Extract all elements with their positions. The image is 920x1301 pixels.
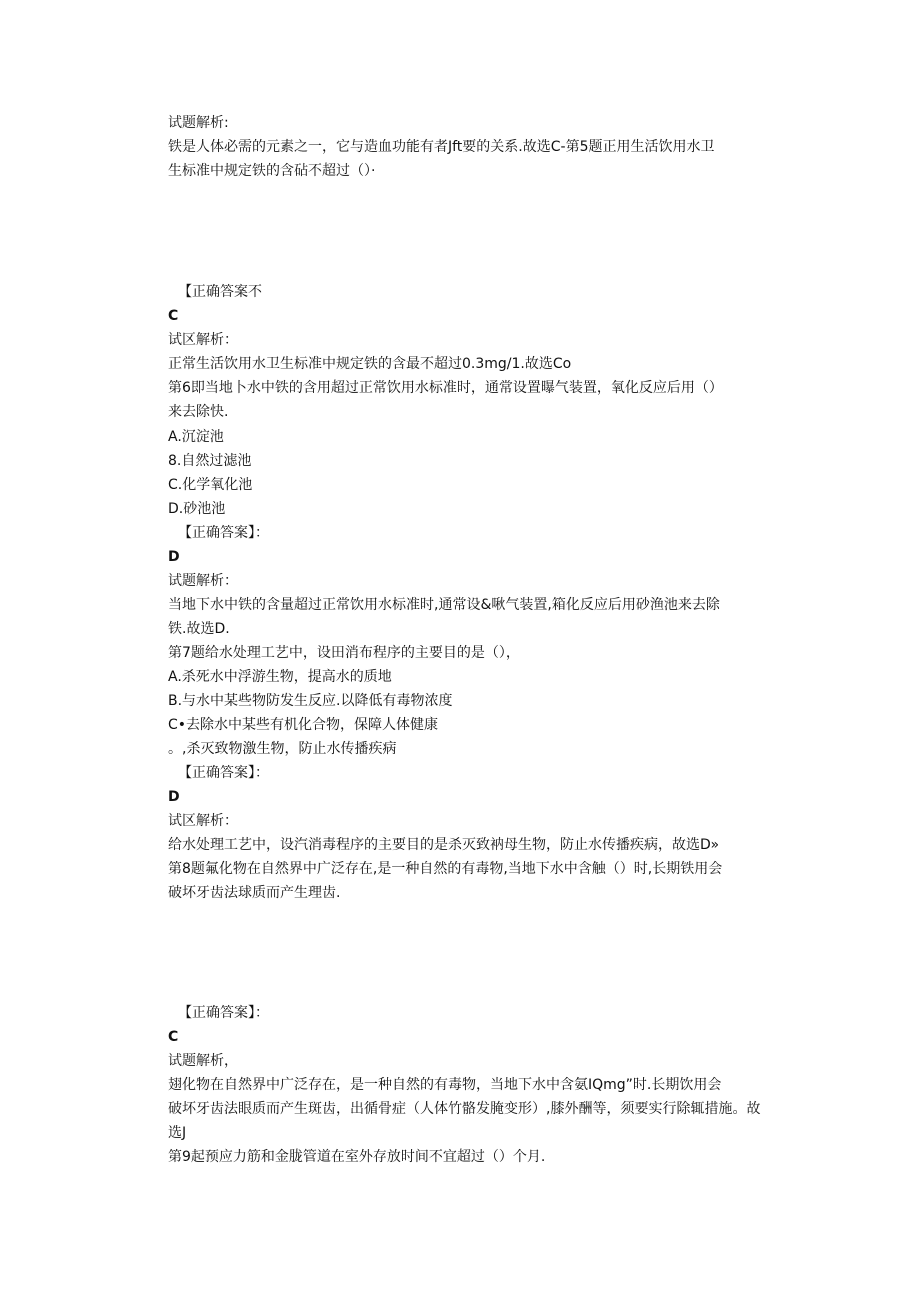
text-line: 试题解析： — [168, 573, 238, 589]
text-line: 试题解析， — [168, 1053, 238, 1069]
answer-label: 【正确答案】： — [178, 1005, 269, 1021]
text-line: 选J — [168, 1125, 187, 1141]
text-line: 给水处理工艺中，设汽消毒程序的主要目的是杀灭致衲母生物，防止水传播疾病，故选D» — [168, 837, 720, 853]
answer-value: D — [168, 789, 180, 805]
text-line: 翅化物在自然界中广泛存在，是一种自然的有毒物，当地下水中含氨IQmg”时.长期饮用会 — [168, 1077, 722, 1093]
option-line: C.化学氧化池 — [168, 477, 253, 493]
text-line: 铁是人体必需的元素之一，它与造血功能有者Jft要的关系.故选C-第5题正用生活饮用水卫 — [168, 139, 715, 155]
text-line: 试题解析: — [168, 115, 229, 131]
option-line: 。,杀灭致物激生物，防止水传播疾病 — [168, 741, 397, 757]
text-line: 试区解析： — [168, 332, 238, 348]
answer-value: C — [168, 1029, 179, 1045]
text-line: 试区解析： — [168, 813, 238, 829]
text-line: 正常生活饮用水卫生标准中规定铁的含最不超过0.3mg/1.故选Co — [168, 356, 572, 372]
text-line: 生标准中规定铁的含砧不超过（）· — [168, 163, 376, 179]
option-line: D.砂池池 — [168, 501, 226, 517]
option-line: B.与水中某些物防发生反应.以降低有毒物浓度 — [168, 693, 453, 709]
text-line: 当地下水中铁的含量超过正常饮用水标准时,通常设&啾气装置,箱化反应后用砂渔池来去除 — [168, 597, 720, 613]
question-line: 第7题给水处理工艺中，设田消布程序的主要目的是（）， — [168, 645, 520, 661]
option-line: 8.自然过滤池 — [168, 453, 252, 469]
answer-value: D — [168, 549, 180, 565]
text-line: 铁.故选D. — [168, 621, 230, 637]
text-line: 来去除快. — [168, 404, 229, 420]
option-line: A.杀死水中浮游生物，提高水的质地 — [168, 669, 392, 685]
text-line: 破坏牙齿法球质而产生理齿. — [168, 885, 341, 901]
answer-label: 【正确答案不 — [178, 284, 262, 300]
option-line: C•去除水中某些有机化合物，保障人体健康 — [168, 717, 439, 733]
question-line: 第8题氟化物在自然界中广泛存在,是一种自然的有毒物,当地下水中含触（）时,长期铁用会 — [168, 861, 723, 877]
answer-value: C — [168, 308, 179, 324]
text-line: 破坏牙齿法眼质而产生斑齿，出循骨症（人体竹骼发腌变形）,膝外酬等，须要实行除辄措施。故 — [168, 1101, 761, 1117]
question-line: 第6即当地卜水中铁的含用超过正常饮用水标准时，通常设置曝气装置，氧化反应后用（） — [168, 380, 723, 396]
option-line: A.沉淀池 — [168, 429, 224, 445]
answer-label: 【正确答案】： — [178, 765, 269, 781]
answer-label: 【正确答案】： — [178, 525, 269, 541]
question-line: 第9起预应力筋和金胧管道在室外存放时间不宜超过（）个月. — [168, 1149, 546, 1165]
